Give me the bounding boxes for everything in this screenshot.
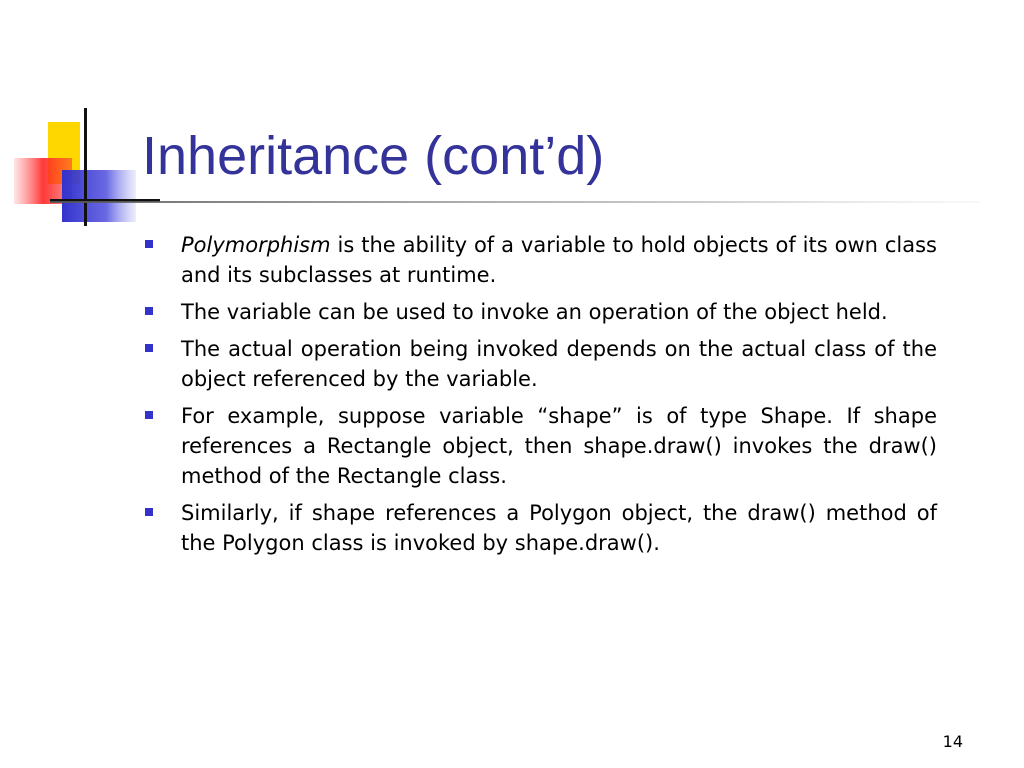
- bullet-body: is the ability of a variable to hold objects of its own class and its subclasses at runtime.: [181, 233, 937, 287]
- bullet-square-icon: [145, 508, 153, 516]
- bullet-square-icon: [145, 411, 153, 419]
- page-number: 14: [942, 732, 963, 751]
- bullet-body: The variable can be used to invoke an operation of the object held.: [181, 300, 888, 324]
- bullet-text: [181, 501, 937, 555]
- bullet-emphasis: Polymorphism: [181, 233, 331, 257]
- bullet-text: [181, 233, 937, 287]
- bullet-item: [145, 297, 937, 327]
- slide-title: Inheritance (cont’d): [142, 126, 605, 186]
- bullet-item: [145, 230, 937, 290]
- bullet-item: [145, 401, 937, 491]
- bullet-body: The actual operation being invoked depends on the actual class of the object referenced by the variable.: [181, 337, 937, 391]
- slide-decoration-logo: [0, 0, 160, 240]
- bullet-text: [181, 337, 937, 391]
- deco-vertical-line: [84, 108, 87, 226]
- bullet-item: [145, 498, 937, 558]
- bullet-text: [181, 300, 888, 324]
- bullet-square-icon: [145, 307, 153, 315]
- bullet-item: [145, 334, 937, 394]
- title-divider: [50, 201, 980, 203]
- bullet-body: For example, suppose variable “shape” is of type Shape. If shape references a Rectangle object, then shape.draw() invokes the draw() method of the Rectangle class.: [181, 404, 937, 488]
- deco-blue-square: [62, 170, 136, 222]
- bullet-square-icon: [145, 240, 153, 248]
- bullet-square-icon: [145, 344, 153, 352]
- bullet-text: [181, 404, 937, 488]
- bullet-list: [145, 230, 937, 565]
- bullet-body: Similarly, if shape references a Polygon object, the draw() method of the Polygon class is invoked by shape.draw().: [181, 501, 937, 555]
